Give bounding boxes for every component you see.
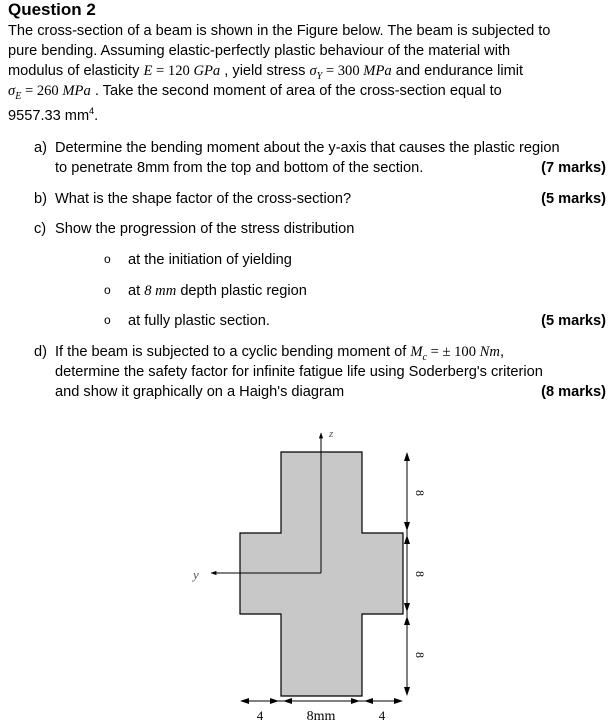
part-c-marks: (5 marks) <box>541 313 606 329</box>
intro-line-4: $\sigma_E = 260$ MPa . Take the second moment of area of the cross-section equal to <box>8 83 502 102</box>
part-c-text: Show the progression of the stress distribution <box>55 221 355 237</box>
part-a-line-1: Determine the bending moment about the y-axis that causes the plastic region <box>55 140 560 156</box>
part-a-line-2: to penetrate 8mm from the top and bottom of the section. <box>55 160 424 176</box>
part-b-text: What is the shape factor of the cross-section? <box>55 191 352 207</box>
part-d-line-1: If the beam is subjected to a cyclic bending moment of $M_c$ = ± 100 Nm, <box>55 344 505 363</box>
part-a-marks: (7 marks) <box>541 160 606 176</box>
bullet-icon: o <box>104 283 111 297</box>
dim-bottom-left: 4 <box>256 708 264 723</box>
part-c-bullet-2: at 8 mm depth plastic region <box>128 283 307 299</box>
part-c-label: c) <box>34 221 47 237</box>
intro-line-5: 9557.33 $mm^4$. <box>8 106 99 124</box>
bullet-icon: o <box>104 252 111 266</box>
dim-bottom-right: 4 <box>378 708 386 723</box>
part-d-line-2: determine the safety factor for infinite fatigue life using Soderberg's criterion <box>55 364 543 380</box>
part-c-bullet-3: at fully plastic section. <box>128 313 270 329</box>
part-d-marks: (8 marks) <box>541 384 606 400</box>
y-axis-label: y <box>193 567 199 582</box>
dim-right-3: 8 <box>413 652 427 658</box>
bullet-icon: o <box>104 313 111 327</box>
part-d-label: d) <box>34 344 47 360</box>
question-title: Question 2 <box>8 0 96 19</box>
part-b-marks: (5 marks) <box>541 191 606 207</box>
part-d-line-3: and show it graphically on a Haigh's diagram <box>55 384 345 400</box>
dim-bottom-mid: 8mm <box>306 709 336 724</box>
part-a-label: a) <box>34 140 47 156</box>
dim-right-2: 8 <box>413 571 427 577</box>
dim-right-1: 8 <box>413 490 427 496</box>
part-b-label: b) <box>34 191 47 207</box>
part-c-bullet-1: at the initiation of yielding <box>128 252 292 268</box>
intro-line-3: modulus of elasticity E = 120 GPa , yield stress $\sigma_Y = 300$ MPa and endurance limit <box>8 63 524 82</box>
intro-line-1: The cross-section of a beam is shown in the Figure below. The beam is subjected to <box>8 23 551 39</box>
intro-line-2: pure bending. Assuming elastic-perfectly plastic behaviour of the material with <box>8 43 511 59</box>
z-axis-label: z <box>329 428 334 440</box>
